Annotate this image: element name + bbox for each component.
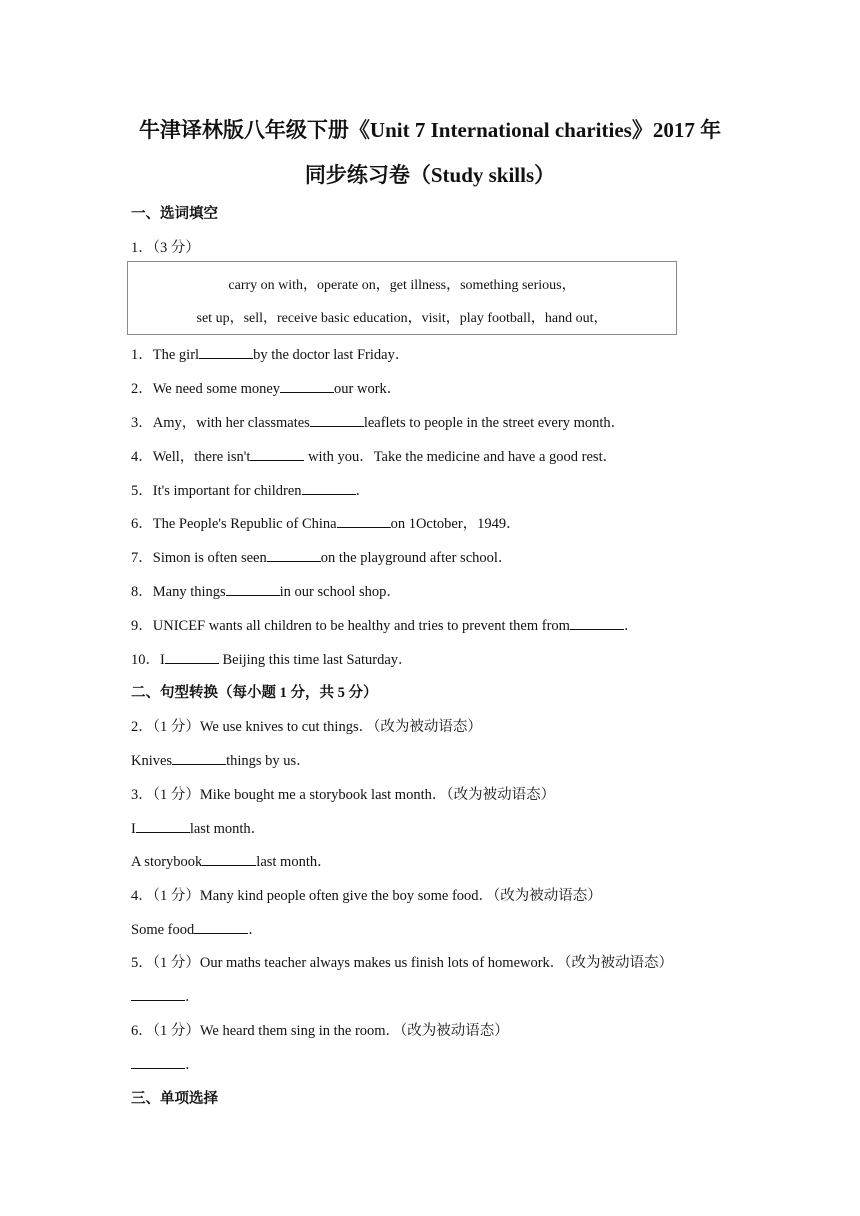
item-text: ． bbox=[248, 922, 263, 938]
question-2-answer bbox=[131, 749, 311, 770]
word-bank-box bbox=[127, 261, 677, 335]
answer-blank[interactable] bbox=[302, 482, 356, 495]
answer-blank[interactable] bbox=[280, 380, 334, 393]
answer-blank[interactable] bbox=[131, 1056, 185, 1069]
question-5-answer bbox=[131, 985, 200, 1006]
question-6-answer bbox=[131, 1053, 200, 1074]
page-title-line-1: 牛津译林版八年级下册《Unit 7 International charities》2017 年 bbox=[138, 118, 722, 142]
item-text: Some food bbox=[131, 922, 195, 938]
item-text: last month． bbox=[256, 854, 332, 870]
answer-blank[interactable] bbox=[131, 988, 185, 1001]
item-text: last month． bbox=[189, 821, 266, 837]
fill-item-6 bbox=[131, 512, 521, 533]
question-5: 5．（1 分）Our maths teacher always makes us finish lots of homework．（改为被动语态） bbox=[131, 955, 674, 971]
item-text: ． bbox=[185, 1057, 200, 1073]
section-1-heading: 一、选词填空 bbox=[131, 206, 218, 222]
item-text: on the playground after school． bbox=[320, 550, 513, 566]
item-text: 4．Well，there isn't bbox=[131, 449, 251, 465]
section-3-heading: 三、单项选择 bbox=[131, 1091, 218, 1107]
item-text: 10．I bbox=[131, 652, 165, 668]
word-bank-line-2: set up，sell，receive basic education，visit，play football，hand out， bbox=[196, 311, 608, 326]
answer-blank[interactable] bbox=[165, 651, 219, 664]
answer-blank[interactable] bbox=[194, 921, 248, 934]
answer-blank[interactable] bbox=[136, 820, 190, 833]
item-text: in our school shop． bbox=[279, 584, 401, 600]
question-3-answer-1 bbox=[131, 817, 265, 838]
answer-blank[interactable] bbox=[570, 617, 624, 630]
item-text: 2．We need some money bbox=[131, 381, 281, 397]
item-text: I bbox=[131, 821, 136, 837]
item-text: A storybook bbox=[131, 854, 203, 870]
item-text: 6．The People's Republic of China bbox=[131, 516, 337, 532]
item-text: 7．Simon is often seen bbox=[131, 550, 267, 566]
item-text: things by us． bbox=[226, 753, 311, 769]
item-text: leaflets to people in the street every month． bbox=[363, 415, 626, 431]
fill-item-8 bbox=[131, 580, 401, 601]
item-text: 3．Amy，with her classmates bbox=[131, 415, 310, 431]
question-4-answer bbox=[131, 918, 263, 939]
question-6: 6．（1 分）We heard them sing in the room．（改为被动语态） bbox=[131, 1023, 509, 1039]
answer-blank[interactable] bbox=[267, 549, 321, 562]
answer-blank[interactable] bbox=[202, 853, 256, 866]
page-title-line-2: 同步练习卷（Study skills） bbox=[304, 163, 556, 187]
section-2-heading: 二、句型转换（每小题 1 分，共 5 分） bbox=[131, 685, 378, 701]
item-text: Beijing this time last Saturday． bbox=[218, 652, 413, 668]
question-3: 3．（1 分）Mike bought me a storybook last month．（改为被动语态） bbox=[131, 787, 556, 803]
answer-blank[interactable] bbox=[250, 448, 304, 461]
fill-item-1 bbox=[131, 343, 409, 364]
fill-item-4 bbox=[131, 445, 617, 466]
item-text: ． bbox=[623, 618, 639, 634]
answer-blank[interactable] bbox=[199, 346, 253, 359]
item-text: 8．Many things bbox=[131, 584, 226, 600]
answer-blank[interactable] bbox=[226, 583, 280, 596]
fill-item-5 bbox=[131, 479, 370, 500]
item-text: with you．Take the medicine and have a good rest． bbox=[304, 449, 618, 465]
fill-item-10 bbox=[131, 648, 413, 669]
item-text: on 1October，1949． bbox=[390, 516, 521, 532]
item-text: ． bbox=[355, 483, 371, 499]
question-1-label: 1．（3 分） bbox=[131, 240, 200, 256]
item-text: ． bbox=[185, 989, 200, 1005]
answer-blank[interactable] bbox=[337, 515, 391, 528]
answer-blank[interactable] bbox=[172, 752, 226, 765]
answer-blank[interactable] bbox=[310, 414, 364, 427]
word-bank-line-1: carry on with，operate on，get illness，something serious， bbox=[228, 278, 576, 293]
item-text: 1．The girl bbox=[131, 347, 200, 363]
fill-item-2 bbox=[131, 377, 401, 398]
item-text: 5．It's important for children bbox=[131, 483, 302, 499]
item-text: 9．UNICEF wants all children to be healthy and tries to prevent them from bbox=[131, 618, 570, 634]
item-text: by the doctor last Friday． bbox=[253, 347, 410, 363]
fill-item-9 bbox=[131, 614, 638, 635]
fill-item-7 bbox=[131, 546, 512, 567]
question-4: 4．（1 分）Many kind people often give the boy some food．（改为被动语态） bbox=[131, 888, 602, 904]
question-2: 2．（1 分）We use knives to cut things．（改为被动语态） bbox=[131, 719, 482, 735]
question-3-answer-2 bbox=[131, 850, 332, 871]
item-text: our work． bbox=[334, 381, 402, 397]
fill-item-3 bbox=[131, 411, 625, 432]
item-text: Knives bbox=[131, 753, 173, 769]
